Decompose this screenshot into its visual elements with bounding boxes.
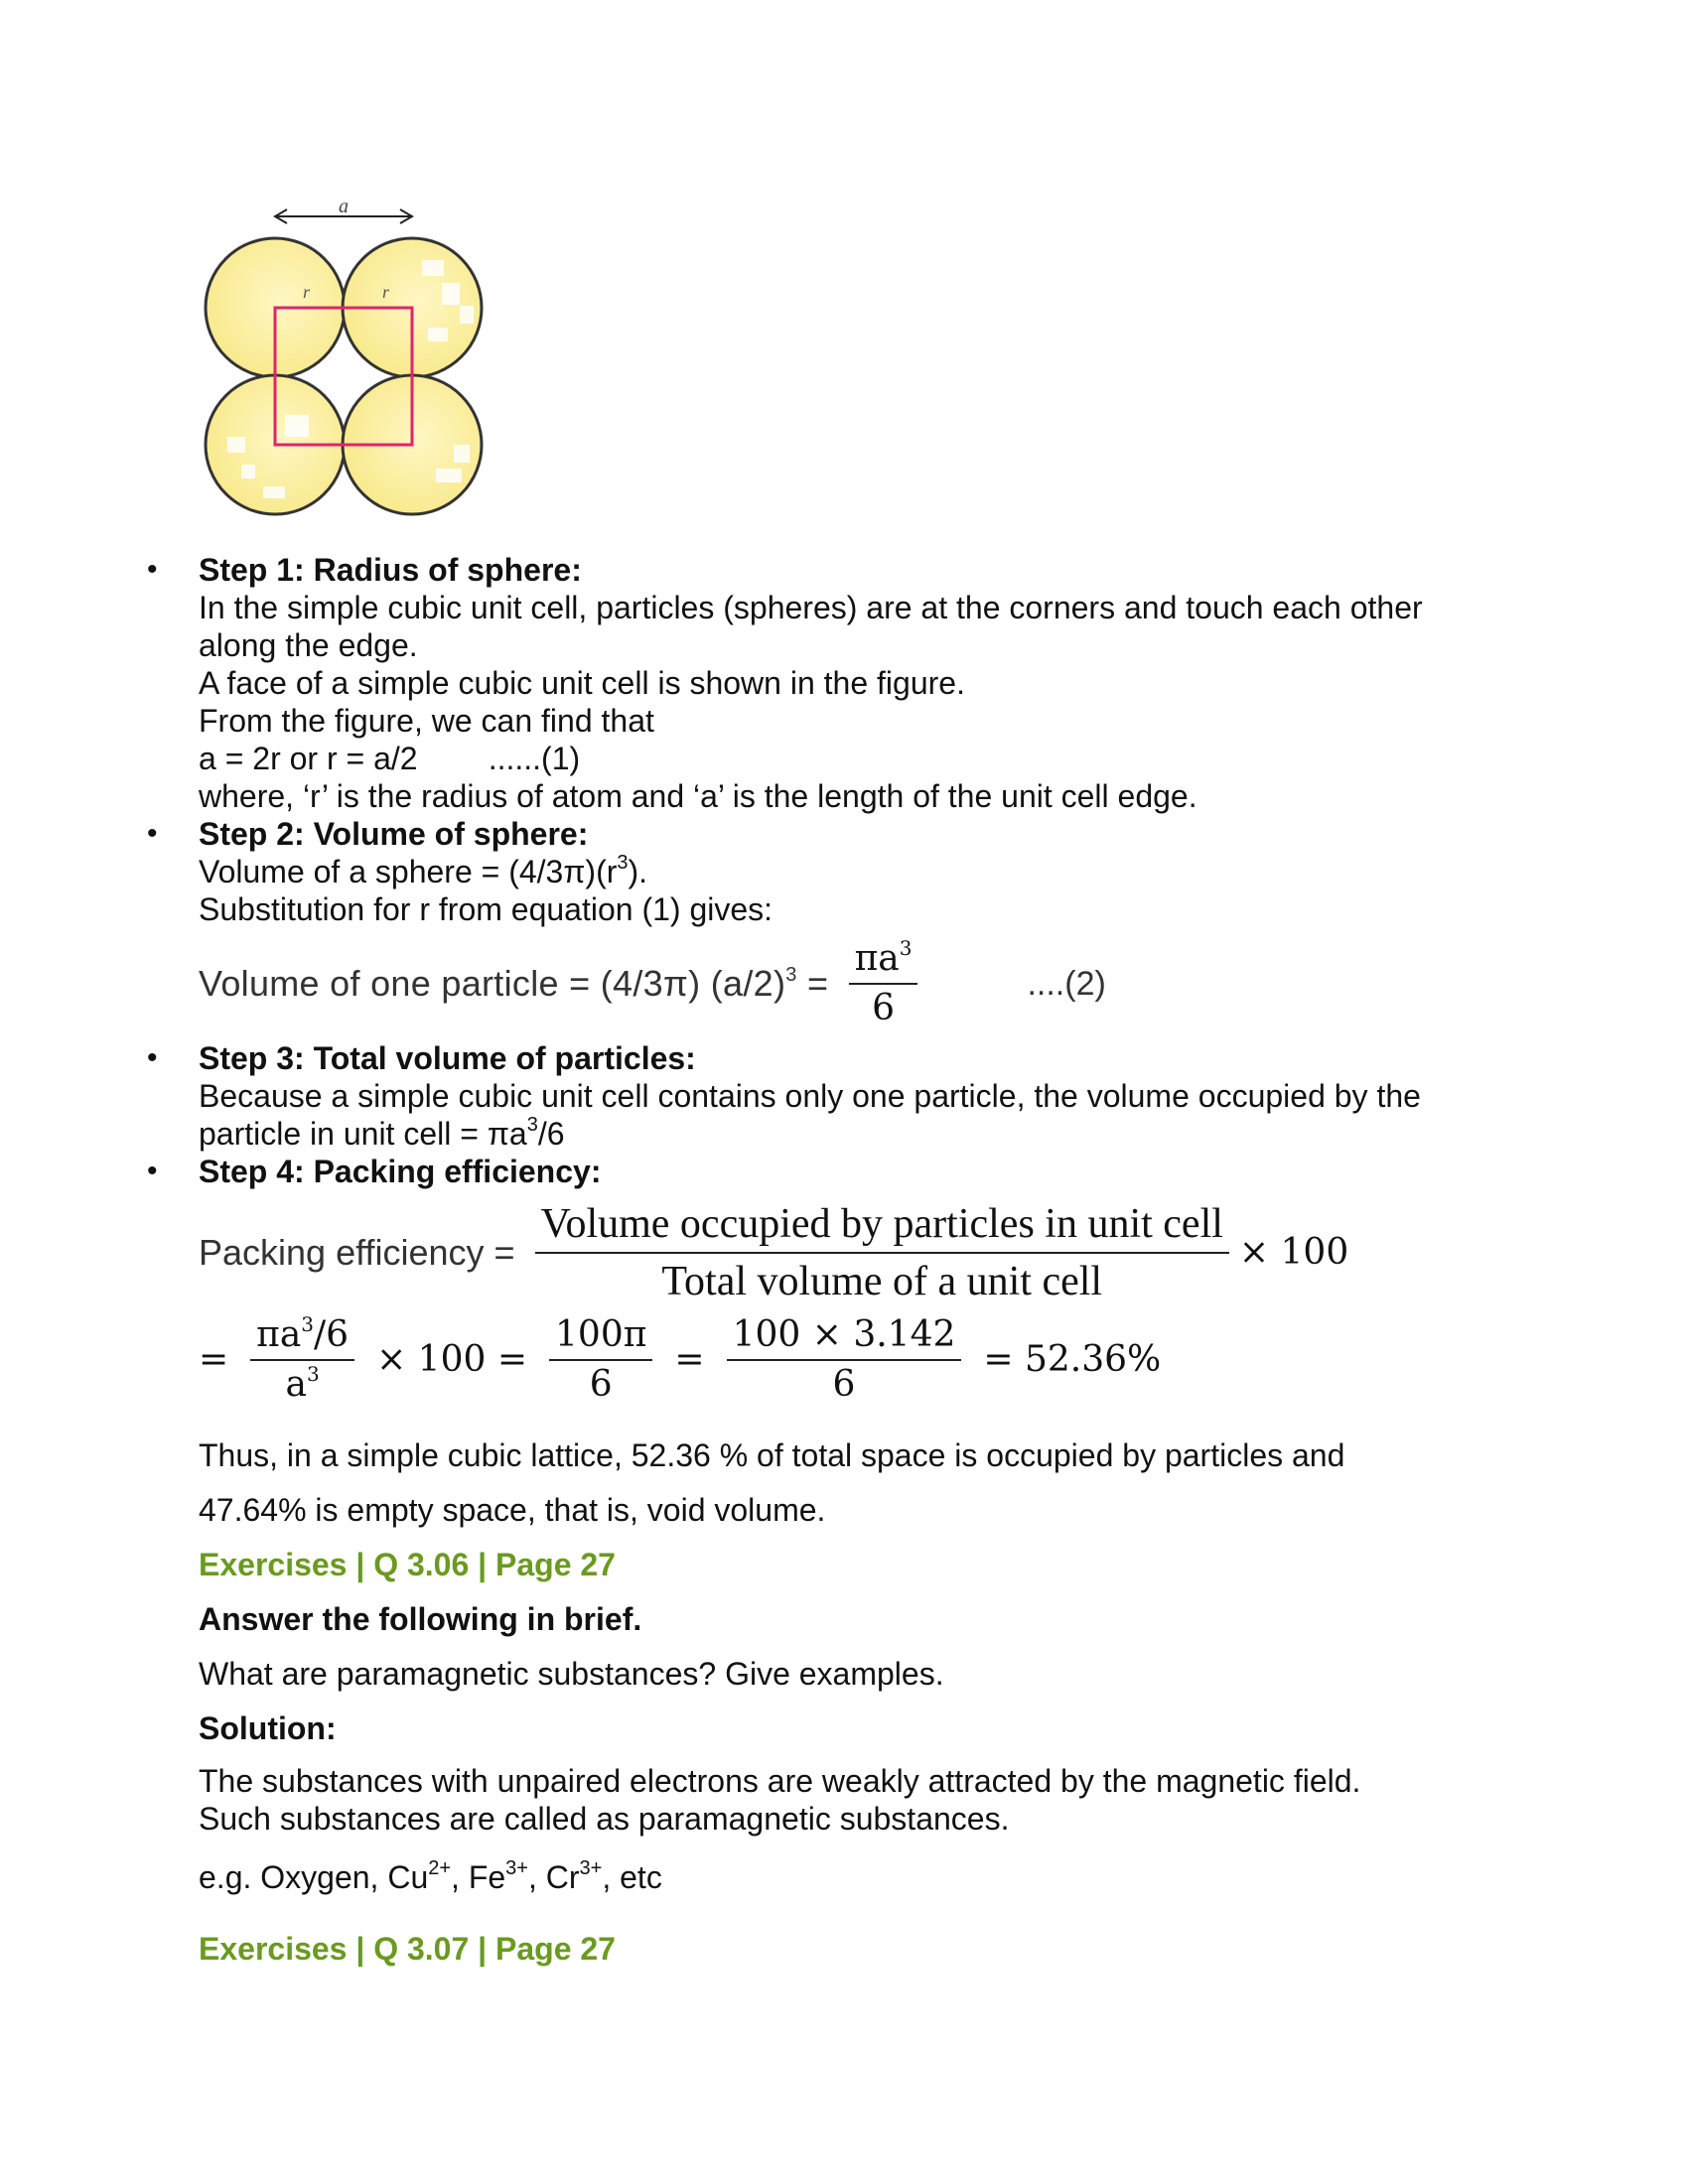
formula-text: ). [628,854,648,889]
answer-line: Such substances are called as paramagnetic substances. [199,1801,1010,1837]
answer [199,1762,1509,1838]
edge-label: a [339,196,349,217]
exponent: 3 [301,1312,315,1336]
step-3-text [199,1115,1509,1153]
instruction: Answer the following in brief. [199,1601,642,1637]
ion-charge: 3+ [505,1857,528,1880]
solution-label: Solution: [199,1710,337,1746]
step-1-title: Step 1: Radius of sphere: [199,552,582,588]
fraction [549,1311,652,1409]
exercise-heading-q307: Exercises | Q 3.07 | Page 27 [199,1931,616,1967]
fraction-denominator: Total volume of a unit cell [661,1259,1103,1304]
step-2-text: Substitution for r from equation (1) gives: [199,891,774,927]
step-4-title: Step 4: Packing efficiency: [199,1154,602,1189]
equation-1: a = 2r or r = a/2 ......(1) [199,741,581,776]
step-1 [147,551,1509,815]
equals-sign: = [674,1339,705,1380]
bullet-icon: • [147,1155,158,1187]
step-1-text: where, ‘r’ is the radius of atom and ‘a’ is the length of the unit cell edge. [199,778,1197,814]
examples [199,1857,1509,1897]
step-1-text: along the edge. [199,627,418,663]
exponent: 3 [617,852,629,875]
step-1-text: In the simple cubic unit cell, particles (spheres) are at the corners and touch each other [199,590,1423,625]
fraction-numerator [849,935,918,983]
question: What are paramagnetic substances? Give examples. [199,1656,944,1692]
exponent: 3 [306,1362,320,1386]
step-2-title: Step 2: Volume of sphere: [199,816,589,852]
steps-list [147,551,1509,1415]
fraction-denominator: 6 [872,988,895,1028]
examples-text: , Fe [451,1859,506,1895]
fraction [727,1311,962,1409]
step-3-text: Because a simple cubic unit cell contains only one particle, the volume occupied by the [199,1078,1421,1114]
fraction [250,1311,354,1409]
times-100-equals: × 100 = [376,1339,528,1380]
formula-text: Volume of one particle = (4/3π) (a/2) [199,963,786,1004]
packing-efficiency-formula [199,1194,1509,1311]
step-3 [147,1039,1509,1153]
formula-text: /6 [314,1314,350,1355]
main-content [147,551,1509,1969]
exponent: 3 [526,1114,538,1137]
equation-2-label [199,965,839,1003]
step-1-text: A face of a simple cubic unit cell is shown in the figure. [199,665,965,701]
conclusion-line: 47.64% is empty space, that is, void volume. [199,1492,826,1528]
packing-efficiency-calculation [199,1305,1509,1415]
exercise-heading-q306: Exercises | Q 3.06 | Page 27 [199,1547,616,1582]
step-2 [147,815,1509,1039]
sphere-volume-formula [199,853,1509,890]
equation-2 [199,928,1509,1039]
radius-label-right: r [382,282,390,302]
bullet-icon: • [147,1041,158,1074]
fraction-numerator [250,1311,354,1359]
fraction-numerator: 100π [555,1314,647,1355]
formula-text: /6 [537,1116,565,1152]
examples-text: e.g. Oxygen, Cu [199,1859,429,1895]
conclusion-line: Thus, in a simple cubic lattice, 52.36 % of total space is occupied by particles and [199,1437,1345,1473]
step-1-text: From the figure, we can find that [199,703,654,739]
fraction [535,1196,1229,1309]
formula-text: particle in unit cell = πa [199,1116,527,1152]
fraction-denominator: 6 [589,1364,613,1405]
unit-cell-face-figure [194,189,501,536]
equation-2-ref: ....(2) [1027,965,1106,1003]
bullet-icon: • [147,817,158,850]
formula-text: πa [256,1314,302,1355]
equals-sign: = [199,1339,229,1380]
fraction-numerator: Volume occupied by particles in unit cell [540,1201,1223,1247]
conclusion [199,1429,1509,1538]
packing-efficiency-label: Packing efficiency = [199,1232,525,1273]
examples-text: , etc [602,1859,662,1895]
answer-line: The substances with unpaired electrons are weakly attracted by the magnetic field. [199,1763,1361,1799]
step-3-title: Step 3: Total volume of particles: [199,1040,696,1076]
step-4 [147,1153,1509,1415]
ion-charge: 2+ [428,1857,452,1880]
equals-sign: = [796,963,839,1004]
formula-text: πa [854,938,900,979]
ion-charge: 3+ [579,1857,603,1880]
times-100: × 100 [1238,1232,1349,1273]
bullet-icon: • [147,553,158,586]
exponent: 3 [899,936,913,960]
examples-text: , Cr [527,1859,580,1895]
radius-label-left: r [303,282,311,302]
fraction-denominator [280,1361,326,1409]
result: = 52.36% [983,1339,1162,1380]
fraction [849,935,918,1032]
exponent: 3 [785,964,797,986]
formula-text: Volume of a sphere = (4/3π)(r [199,854,618,889]
fraction-numerator: 100 × 3.142 [732,1314,956,1355]
formula-text: a [285,1364,307,1405]
fraction-denominator: 6 [832,1364,856,1405]
